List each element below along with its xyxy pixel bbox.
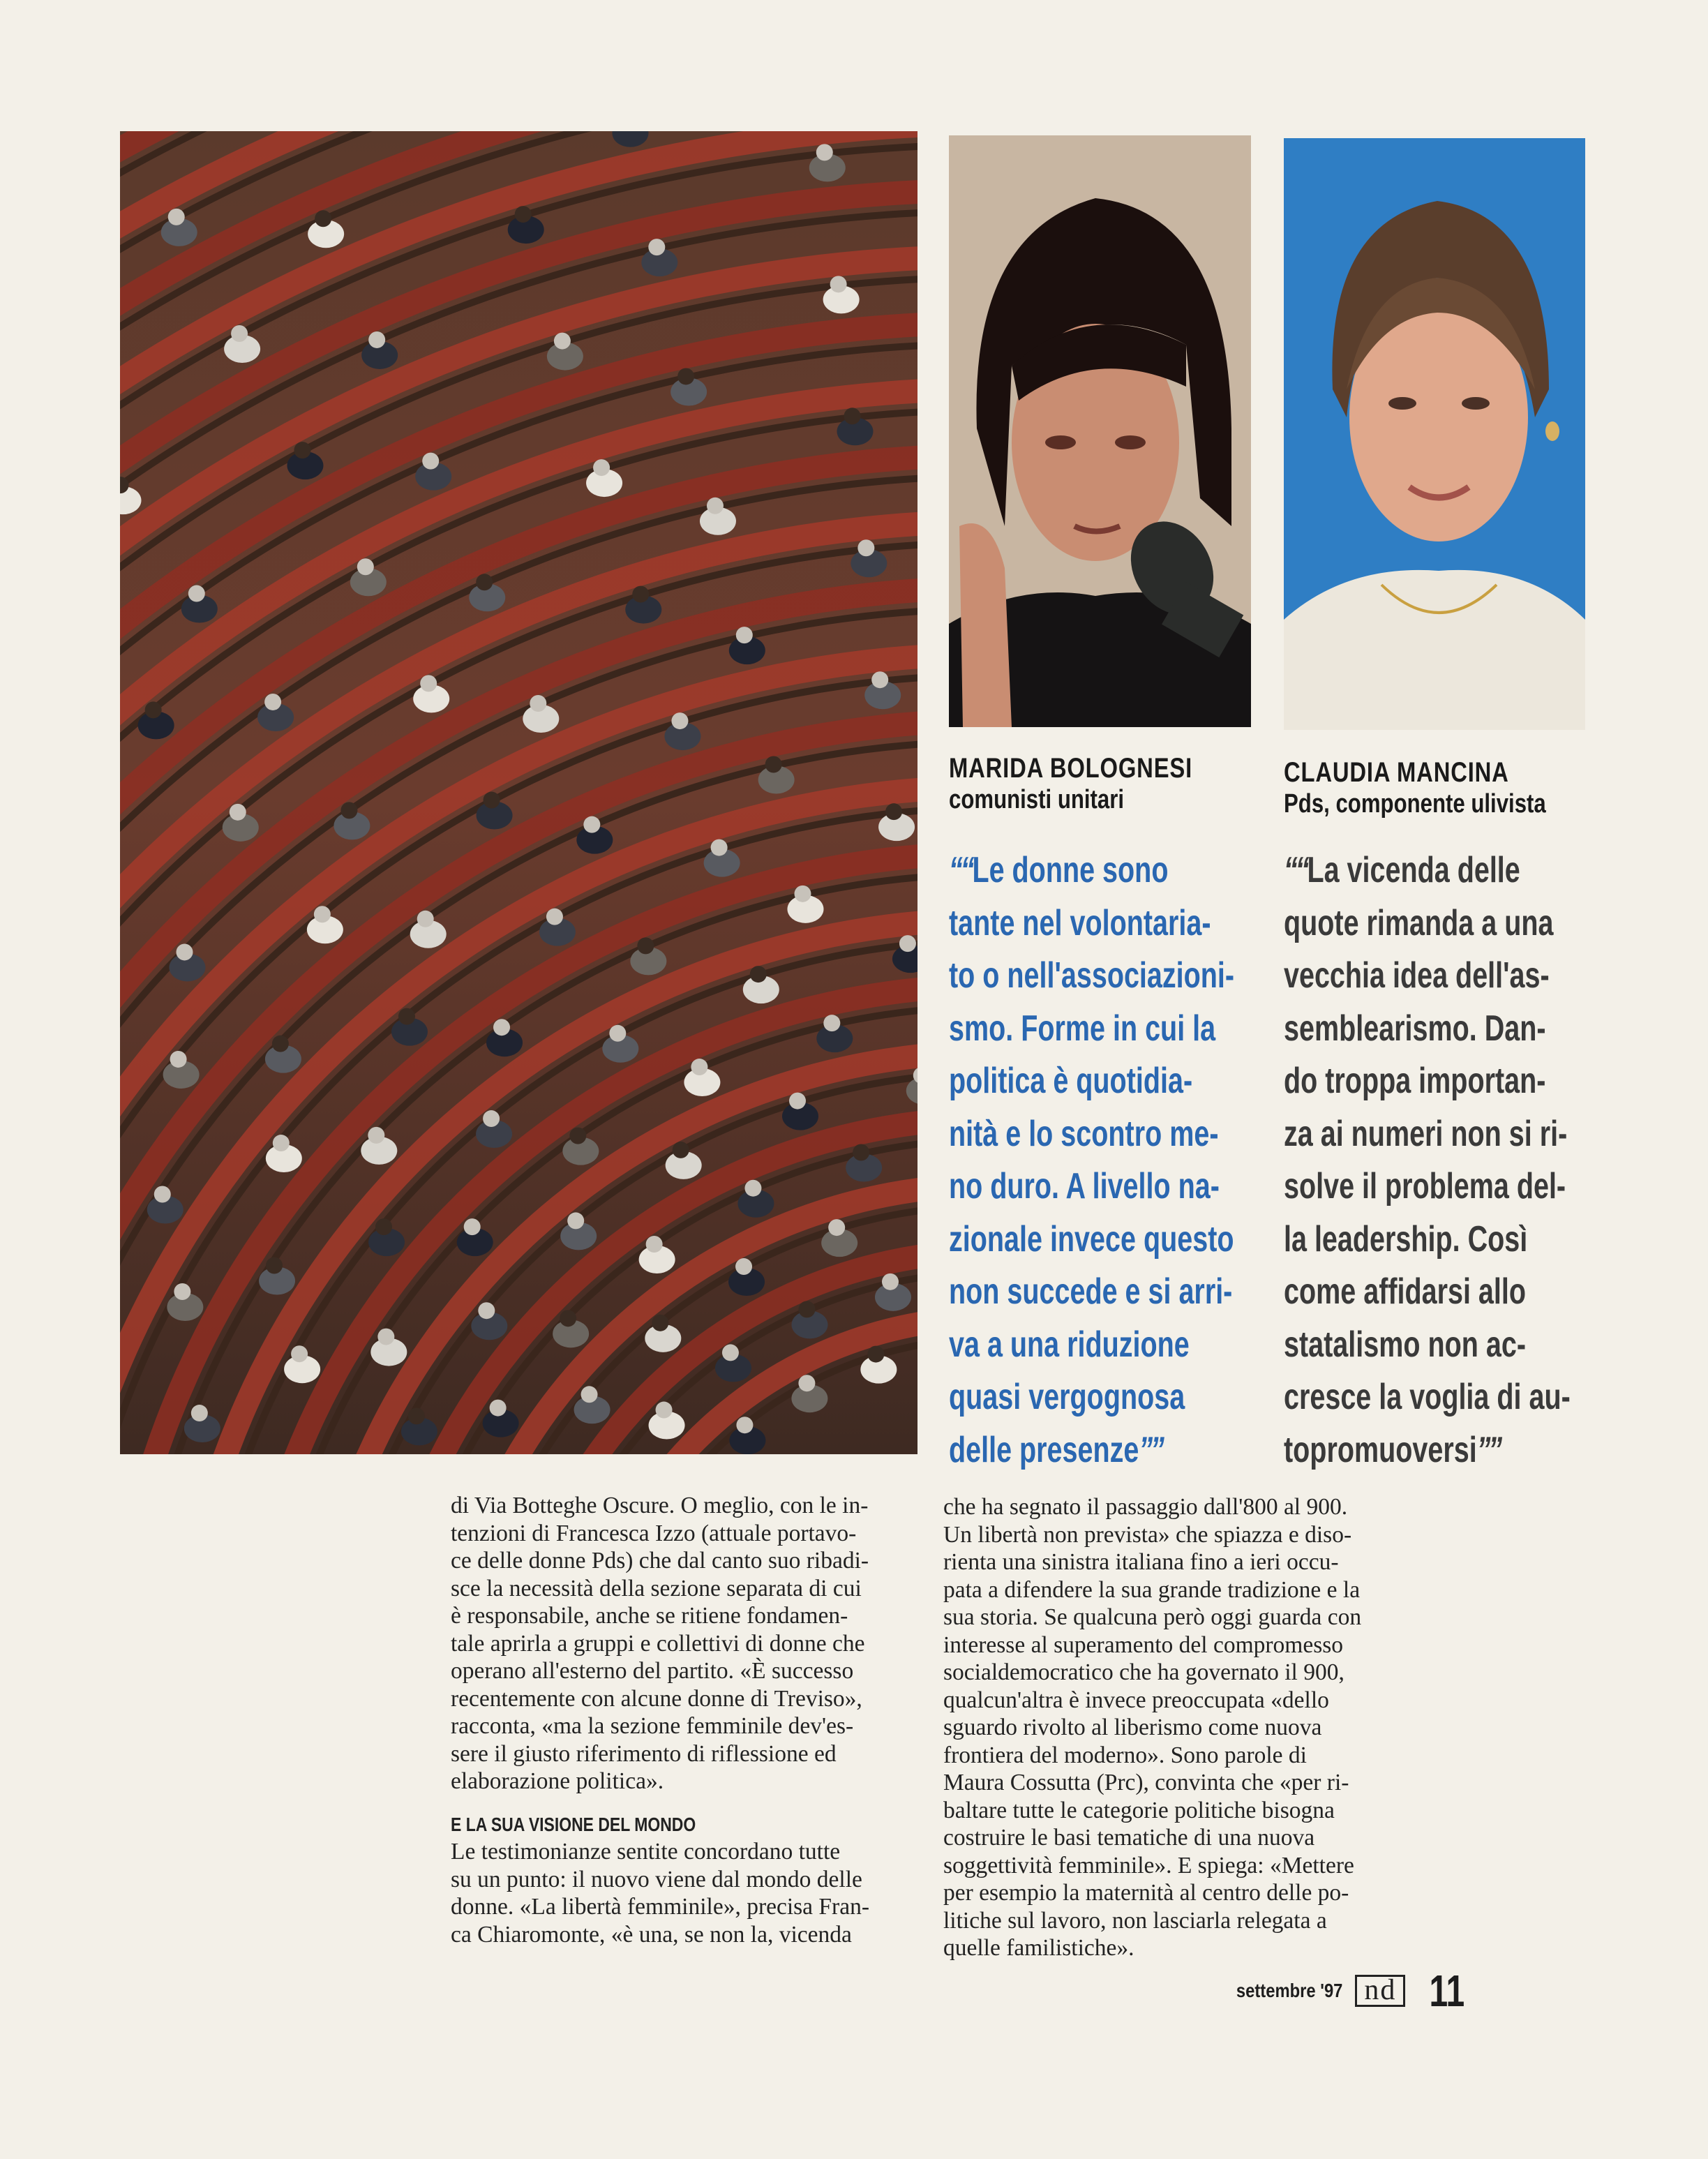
quote-line: ““Le donne sono [949,850,1169,890]
body-line: socialdemocratico che ha governato il 900, [943,1659,1344,1685]
body-line: soggettività femminile». E spiega: «Mettere [943,1852,1354,1878]
body-line: Maura Cossutta (Prc), convinta che «per ri- [943,1770,1349,1795]
quote-line: va a una riduzione [949,1324,1190,1365]
body-line: su un punto: il nuovo viene dal mondo delle [451,1866,862,1892]
quote-line: semblearismo. Dan- [1284,1008,1546,1049]
body-column-right [943,1493,1361,1962]
body-line: ca Chiaromonte, «è una, se non la, vicenda [451,1921,852,1948]
body-line: per esempio la maternità al centro delle po- [943,1880,1349,1906]
caption-name: MARIDA BOLOGNESI [949,753,1193,784]
magazine-logo: nd [1355,1975,1405,2007]
caption-mancina [1284,756,1603,819]
portrait-photo-bolognesi [949,135,1251,727]
quote-line: come affidarsi allo [1284,1271,1527,1312]
body-line: ce delle donne Pds) che dal canto suo ribadi- [451,1548,869,1574]
quote-line: non succede e si arri- [949,1271,1233,1312]
body-line: rienta una sinistra italiana fino a ieri occu- [943,1549,1339,1575]
caption-name: CLAUDIA MANCINA [1284,757,1509,788]
body-line: Le testimonianze sentite concordano tutte [451,1839,841,1865]
quote-line: zionale invece questo [949,1218,1234,1260]
caption-party: Pds, componente ulivista [1284,789,1546,819]
body-line: quelle familistiche». [943,1935,1134,1961]
quote-line: ““La vicenda delle [1284,850,1520,890]
page-number: 11 [1429,1966,1465,2016]
close-quote-mark: ”” [1139,1429,1162,1470]
body-line: pata a difendere la sua grande tradizione e la [943,1576,1361,1603]
quote-line: quote rimanda a una [1284,902,1554,943]
issue-date: settembre '97 [1236,1980,1343,2001]
caption-bolognesi [949,752,1246,815]
quote-line: tante nel volontaria- [949,902,1211,943]
body-line: sce la necessità della sezione separata di cui [451,1575,862,1601]
quote-line: cresce la voglia di au- [1284,1377,1571,1417]
quote-line: statalismo non ac- [1284,1324,1526,1365]
body-line: è responsabile, anche se ritiene fondamen- [451,1603,848,1629]
body-line: frontiera del moderno». Sono parole di [943,1742,1307,1768]
body-line: Un libertà non prevista» che spiazza e diso- [943,1521,1352,1548]
portrait-image [949,135,1251,727]
quote-line: nità e lo scontro me- [949,1113,1219,1154]
quote-line: politica è quotidia- [949,1061,1193,1101]
body-line: qualcun'altra è invece preoccupata «dello [943,1687,1329,1713]
quote-line: no duro. A livello na- [949,1166,1220,1206]
body-column-left [451,1492,869,1948]
page-footer [1218,1965,1471,2017]
quote-line: delle presenze”” [949,1429,1162,1470]
body-line: sua storia. Se qualcuna però oggi guarda con [943,1604,1362,1630]
body-line: elaborazione politica». [451,1768,664,1794]
quote-line: to o nell'associazioni- [949,955,1235,996]
body-line: recentemente con alcune donne di Treviso», [451,1685,862,1712]
open-quote-mark: ““ [1284,850,1308,890]
body-line: di Via Botteghe Oscure. O meglio, con le in- [451,1493,869,1518]
body-line: sere il giusto riferimento di riflessione ed [451,1740,837,1767]
pull-quote-bolognesi [949,844,1324,1477]
quote-line: smo. Forme in cui la [949,1008,1216,1049]
portrait-image [1284,138,1585,730]
parliament-chamber-image [120,131,917,1454]
body-line: costruire le basi tematiche di una nuova [943,1825,1315,1851]
body-line: sguardo rivolto al liberismo come nuova [943,1714,1322,1740]
body-line: donne. «La libertà femminile», precisa Fran- [451,1894,869,1920]
quote-line: za ai numeri non si ri- [1284,1113,1568,1154]
section-subhead: E LA SUA VISIONE DEL MONDO [451,1813,696,1835]
quote-line: do troppa importan- [1284,1061,1546,1101]
quote-line: la leadership. Così [1284,1218,1528,1260]
portrait-photo-mancina [1284,138,1585,730]
body-line: operano all'esterno del partito. «È successo [451,1658,854,1684]
caption-party: comunisti unitari [949,785,1125,814]
quote-line: solve il problema del- [1284,1166,1566,1206]
body-line: tale aprirla a gruppi e collettivi di donne che [451,1630,865,1657]
pull-quote-mancina [1284,844,1661,1477]
parliament-chamber-photo [120,131,917,1454]
quote-line: topromuoversi”” [1284,1429,1501,1470]
quote-line: vecchia idea dell'as- [1284,955,1550,996]
body-line: tenzioni di Francesca Izzo (attuale portavo- [451,1520,857,1546]
close-quote-mark: ”” [1476,1429,1501,1470]
body-line: baltare tutte le categorie politiche bisogna [943,1797,1335,1823]
body-line: racconta, «ma la sezione femminile dev'es- [451,1713,854,1739]
open-quote-mark: ““ [949,850,973,890]
body-line: interesse al superamento del compromesso [943,1631,1344,1658]
body-line: che ha segnato il passaggio dall'800 al 900. [943,1494,1348,1520]
quote-line: quasi vergognosa [949,1377,1185,1417]
body-line: litiche sul lavoro, non lasciarla relegata a [943,1907,1327,1934]
